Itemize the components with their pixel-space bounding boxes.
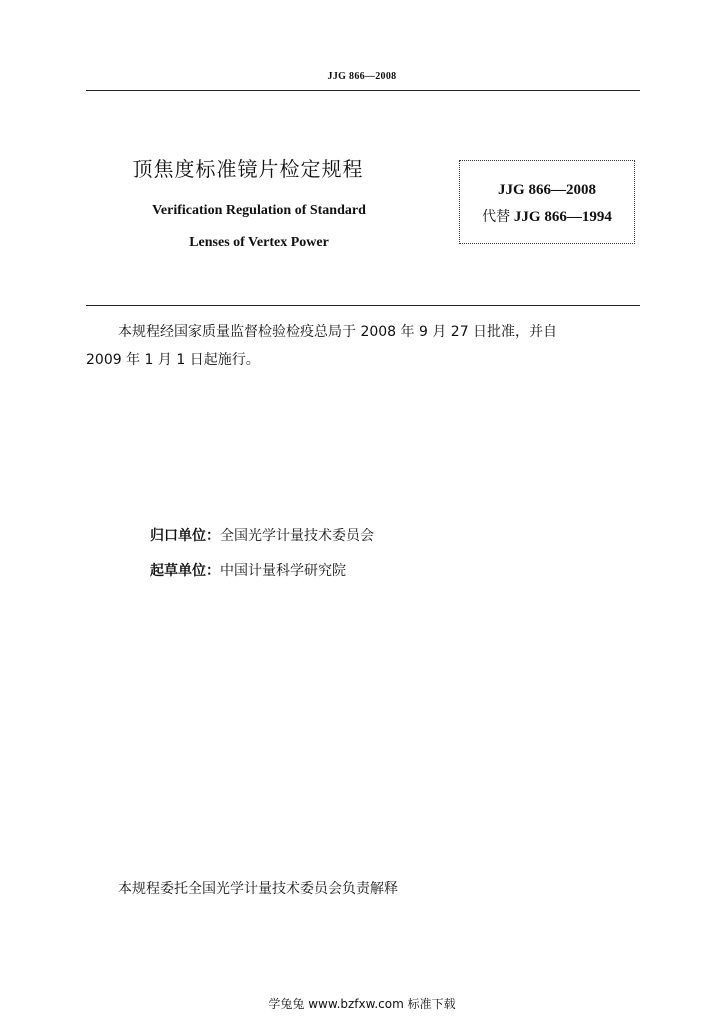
approval-line-1: 本规程经国家质量监督检验检疫总局于 2008 年 9 月 27 日批准，并自 (118, 324, 558, 340)
document-title-english-line2: Lenses of Vertex Power (189, 235, 329, 250)
drafting-unit-value: 中国计量科学研究院 (220, 563, 346, 579)
drafting-unit (150, 557, 346, 585)
drafting-unit-label: 起草单位： (150, 563, 220, 579)
standard-code: JJG 866—2008 (498, 182, 596, 198)
replaces-prefix: 代替 (482, 209, 511, 225)
responsible-unit-value: 全国光学计量技术委员会 (220, 528, 374, 544)
document-title-chinese: 顶焦度标准镜片检定规程 (132, 157, 364, 181)
footer-watermark-text: 学兔兔 www.bzfxw.com 标准下载 (268, 997, 456, 1011)
header-rule (86, 90, 640, 91)
standard-code-box (459, 160, 635, 244)
document-title-english-line1: Verification Regulation of Standard (152, 203, 366, 218)
interpretation-statement: 本规程委托全国光学计量技术委员会负责解释 (118, 881, 398, 897)
responsible-unit (150, 522, 374, 550)
replaced-standard-code: JJG 866—1994 (513, 209, 612, 225)
approval-line-2: 2009 年 1 月 1 日起施行。 (86, 352, 260, 368)
replaced-standard (460, 206, 634, 226)
title-section-rule (86, 305, 640, 306)
responsible-unit-label: 归口单位： (150, 528, 220, 544)
header-standard-code: JJG 866—2008 (327, 71, 397, 82)
